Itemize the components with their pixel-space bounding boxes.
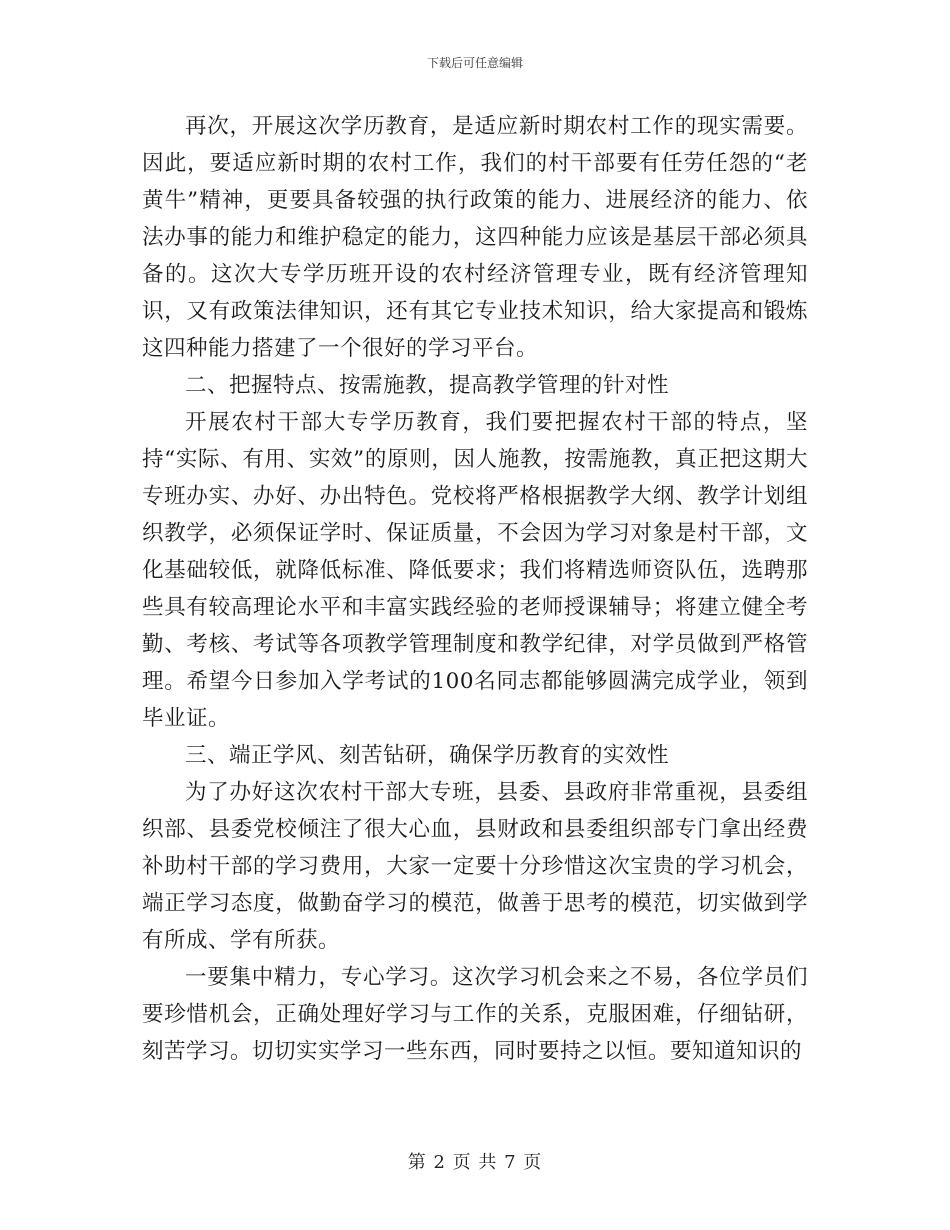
section-heading-2: 二、把握特点、按需施教，提高教学管理的针对性 <box>185 373 670 398</box>
paragraph-focus-study: 一要集中精力，专心学习。这次学习机会来之不易，各位学员们要珍惜机会，正确处理好学习与工作的关系，克服困难，仔细钻研，刻苦学习。切切实实学习一些东西，同时要持之以恒。要知道知识的 <box>142 965 808 1064</box>
paragraph-teaching-management: 开展农村干部大专学历教育，我们要把握农村干部的特点，坚持“实际、有用、实效”的原则，因人施教，按需施教，真正把这期大专班办实、办好、办出特色。党校将严格根据教学大纲、教学计划组织教学，必须保证学时、保证质量，不会因为学习对象是村干部，文化基础较低，就降低标准、降低要求；我们将精选师资队伍，选聘那些具有较高理论水平和丰富实践经验的老师授课辅导；将建立健全考勤、考核、考试等各项教学管理制度和教学纪律，对学员做到严格管理。希望今日参加入学考试的100名同志都能够圆满完成学业，领到毕业证。 <box>142 410 808 731</box>
paragraph-reason-rural-work: 再次，开展这次学历教育，是适应新时期农村工作的现实需要。因此，要适应新时期的农村工作，我们的村干部要有任劳任怨的“老黄牛”精神，更要具备较强的执行政策的能力、进展经济的能力、依法办事的能力和维护稳定的能力，这四种能力应该是基层干部必须具备的。这次大专学历班开设的农村经济管理专业，既有经济管理知识，又有政策法律知识，还有其它专业技术知识，给大家提高和锻炼这四种能力搭建了一个很好的学习平台。 <box>142 114 808 361</box>
document-body <box>142 108 808 1070</box>
page-header-note: 下载后可任意编辑 <box>426 56 523 70</box>
paragraph-study-opportunity: 为了办好这次农村干部大专班，县委、县政府非常重视，县委组织部、县委党校倾注了很大心血，县财政和县委组织部专门拿出经费补助村干部的学习费用，大家一定要十分珍惜这次宝贵的学习机会，端正学习态度，做勤奋学习的模范，做善于思考的模范，切实做到学有所成、学有所获。 <box>142 780 808 953</box>
section-heading-3: 三、端正学风、刻苦钻研，确保学历教育的实效性 <box>185 743 670 768</box>
page-number: 第 2 页 共 7 页 <box>407 1152 543 1173</box>
